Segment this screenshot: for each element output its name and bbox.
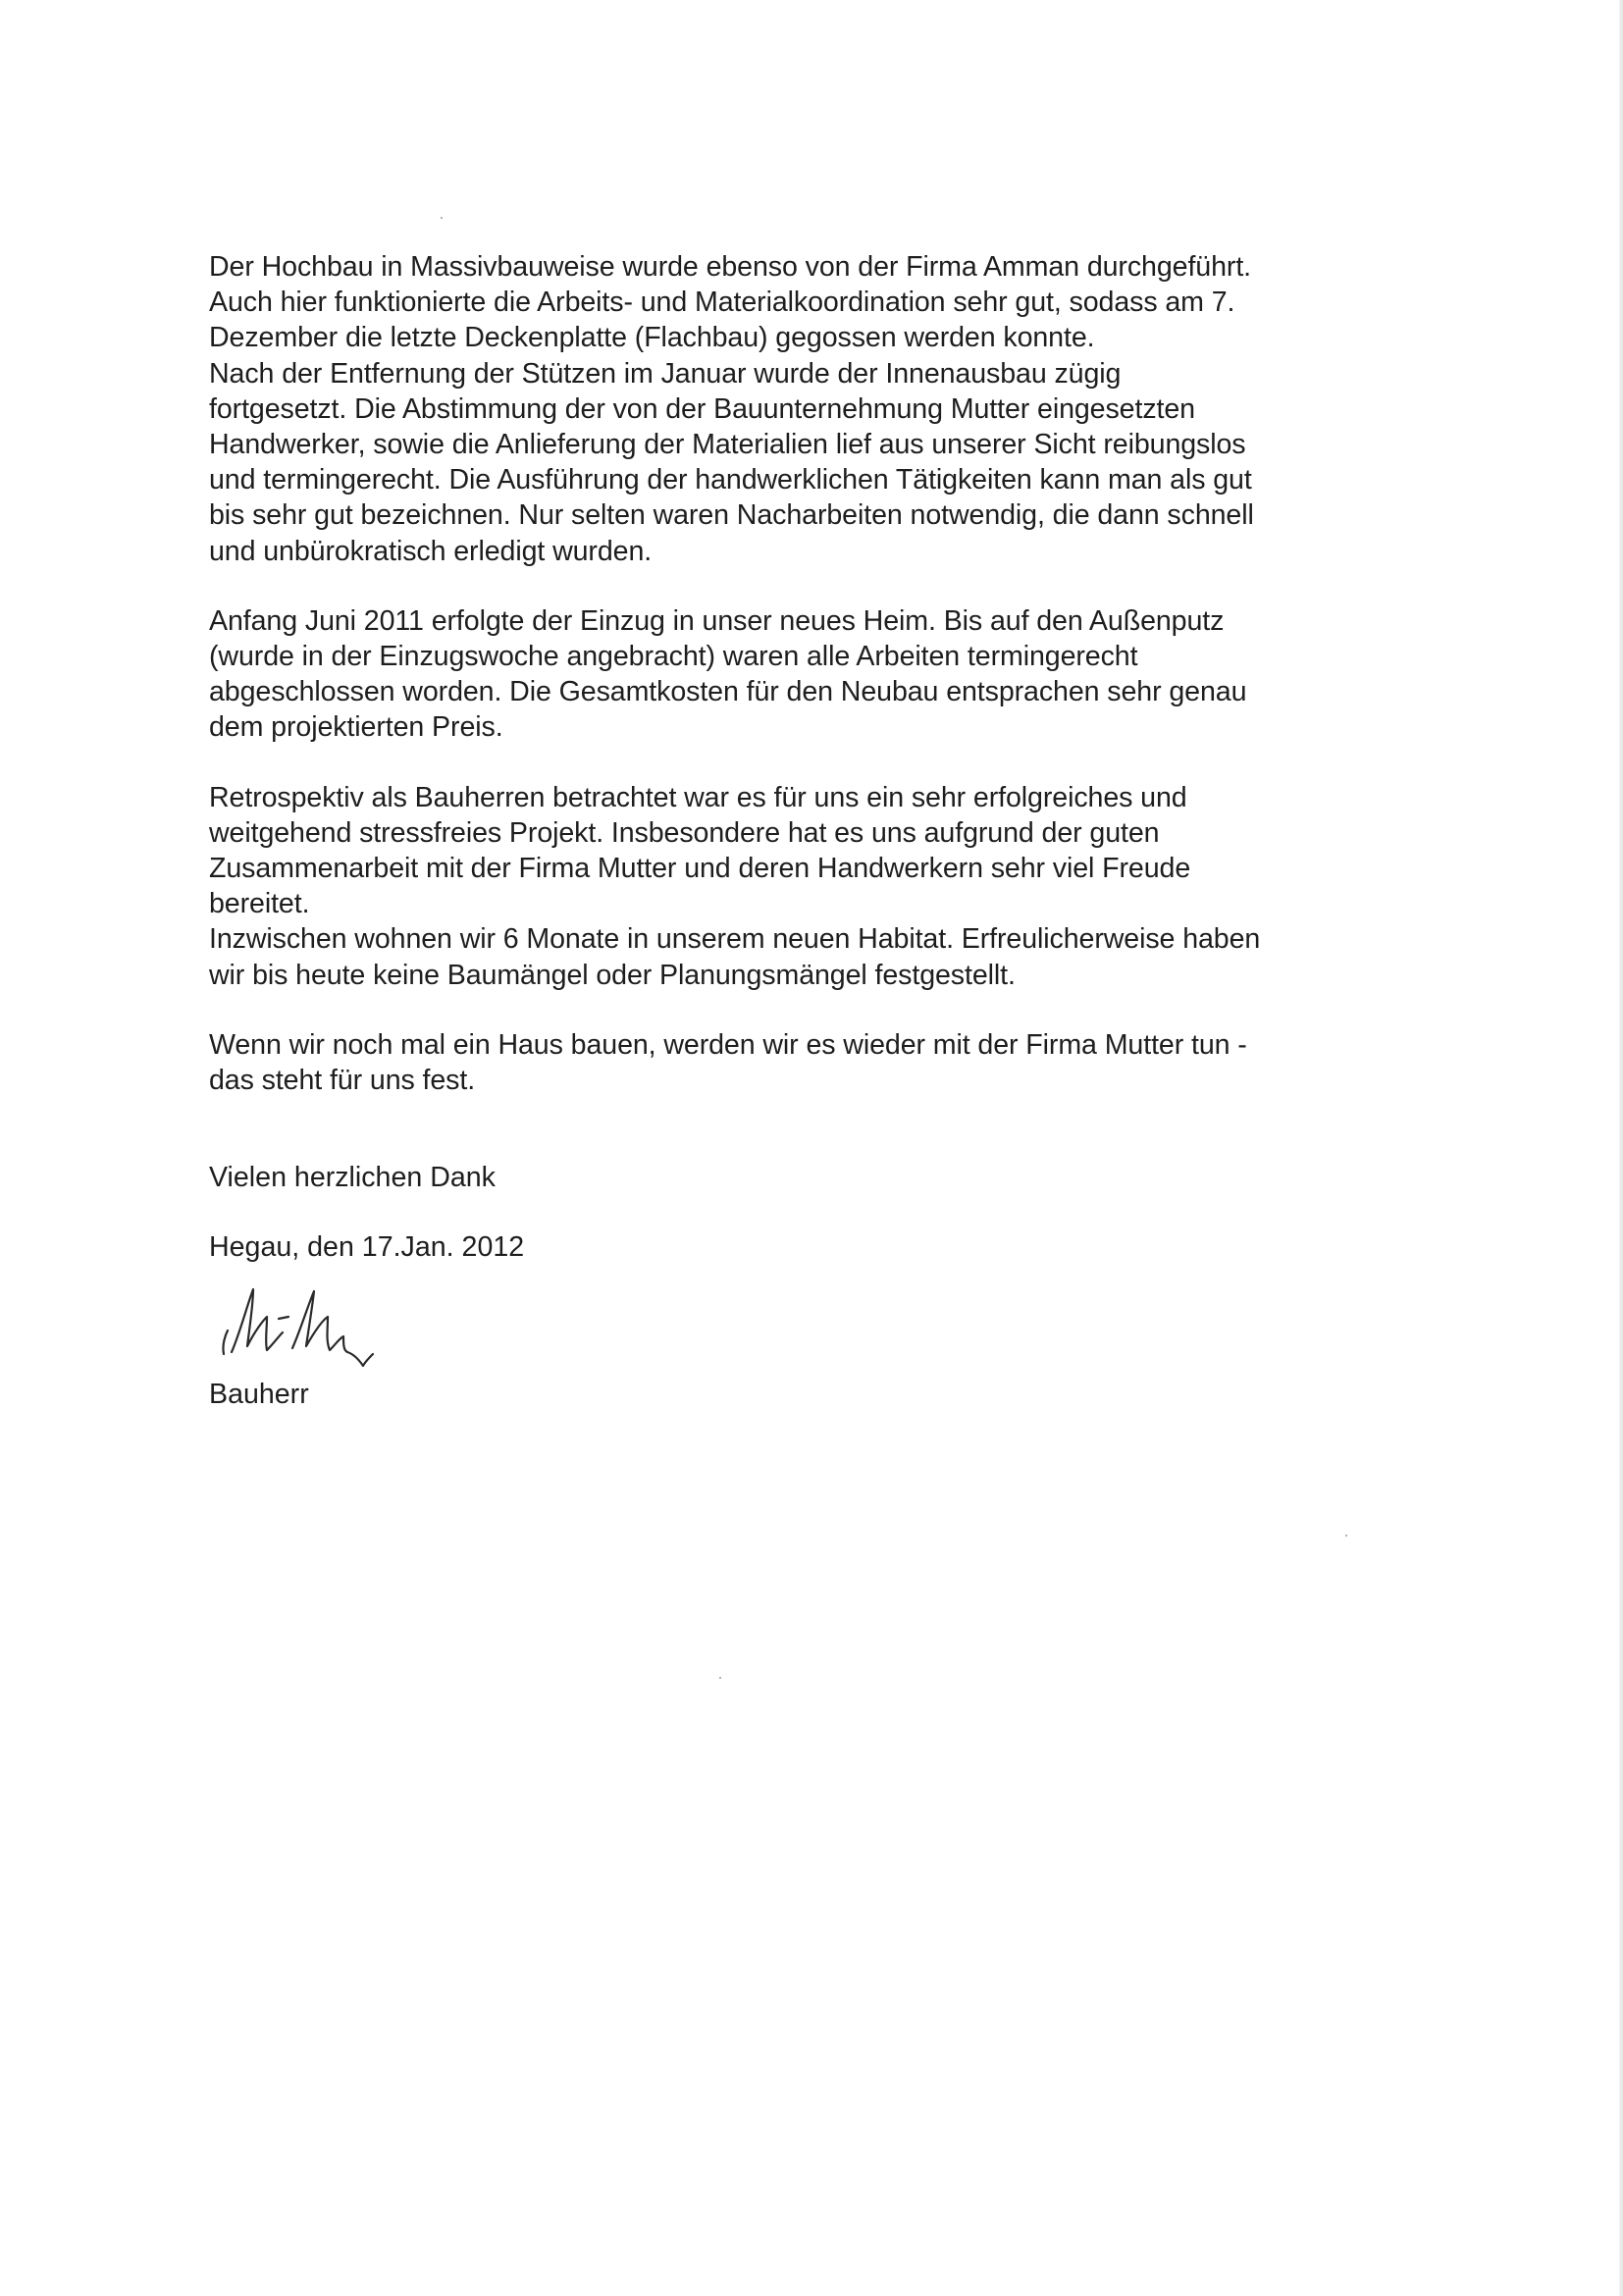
letter-paragraph — [209, 249, 1426, 569]
letter-text-line: dem projektierten Preis. — [209, 711, 503, 744]
signer-role: Bauherr — [209, 1379, 309, 1410]
letter-text-line: Dezember die letzte Deckenplatte (Flachbau) gegossen werden konnte. — [209, 322, 1095, 354]
letter-text-line: Der Hochbau in Massivbauweise wurde ebenso von der Firma Amman durchgeführt. — [209, 251, 1252, 283]
scan-speck — [719, 1677, 721, 1679]
letter-body — [209, 249, 1426, 1132]
letter-text-line: fortgesetzt. Die Abstimmung der von der Bauunternehmung Mutter eingesetzten — [209, 392, 1195, 425]
letter-paragraph — [209, 1027, 1426, 1098]
letter-text-line: Zusammenarbeit mit der Firma Mutter und deren Handwerkern sehr viel Freude — [209, 853, 1191, 885]
letter-text-line: weitgehend stressfreies Projekt. Insbesondere hat es uns aufgrund der guten — [209, 816, 1160, 849]
letter-text-line: Retrospektiv als Bauherren betrachtet war es für uns ein sehr erfolgreiches und — [209, 781, 1187, 813]
closing-line: Vielen herzlichen Dank — [209, 1162, 496, 1193]
letter-paragraph — [209, 780, 1426, 993]
handwritten-signature — [210, 1276, 416, 1383]
letter-text-line: Inzwischen wohnen wir 6 Monate in unserem neuen Habitat. Erfreulicherweise haben — [209, 923, 1261, 956]
letter-text-line: Wenn wir noch mal ein Haus bauen, werden wir es wieder mit der Firma Mutter tun - — [209, 1028, 1247, 1061]
letter-text-line: Anfang Juni 2011 erfolgte der Einzug in unser neues Heim. Bis auf den Außenputz — [209, 604, 1225, 637]
letter-paragraph — [209, 603, 1426, 746]
scan-speck — [1345, 1535, 1347, 1537]
letter-text-line: das steht für uns fest. — [209, 1065, 476, 1097]
letter-text-line: Auch hier funktionierte die Arbeits- und Materialkoordination sehr gut, sodass am 7. — [209, 287, 1235, 319]
letter-text-line: bereitet. — [209, 888, 310, 920]
letter-text-line: bis sehr gut bezeichnen. Nur selten waren Nacharbeiten notwendig, die dann schnell — [209, 499, 1254, 532]
scan-speck — [441, 217, 443, 219]
letter-text-line: (wurde in der Einzugswoche angebracht) waren alle Arbeiten termingerecht — [209, 641, 1138, 673]
scan-edge-shadow — [1619, 0, 1623, 2296]
letter-text-line: abgeschlossen worden. Die Gesamtkosten für den Neubau entsprachen sehr genau — [209, 676, 1247, 708]
letter-text-line: wir bis heute keine Baumängel oder Planungsmängel festgestellt. — [209, 959, 1016, 991]
letter-text-line: Handwerker, sowie die Anlieferung der Materialien lief aus unserer Sicht reibungslos — [209, 429, 1246, 461]
letter-text-line: und unbürokratisch erledigt wurden. — [209, 535, 653, 567]
letter-text-line: Nach der Entfernung der Stützen im Januar wurde der Innenausbau zügig — [209, 357, 1122, 390]
place-date-line: Hegau, den 17.Jan. 2012 — [209, 1231, 525, 1263]
letter-text-line: und termingerecht. Die Ausführung der handwerklichen Tätigkeiten kann man als gut — [209, 464, 1252, 496]
